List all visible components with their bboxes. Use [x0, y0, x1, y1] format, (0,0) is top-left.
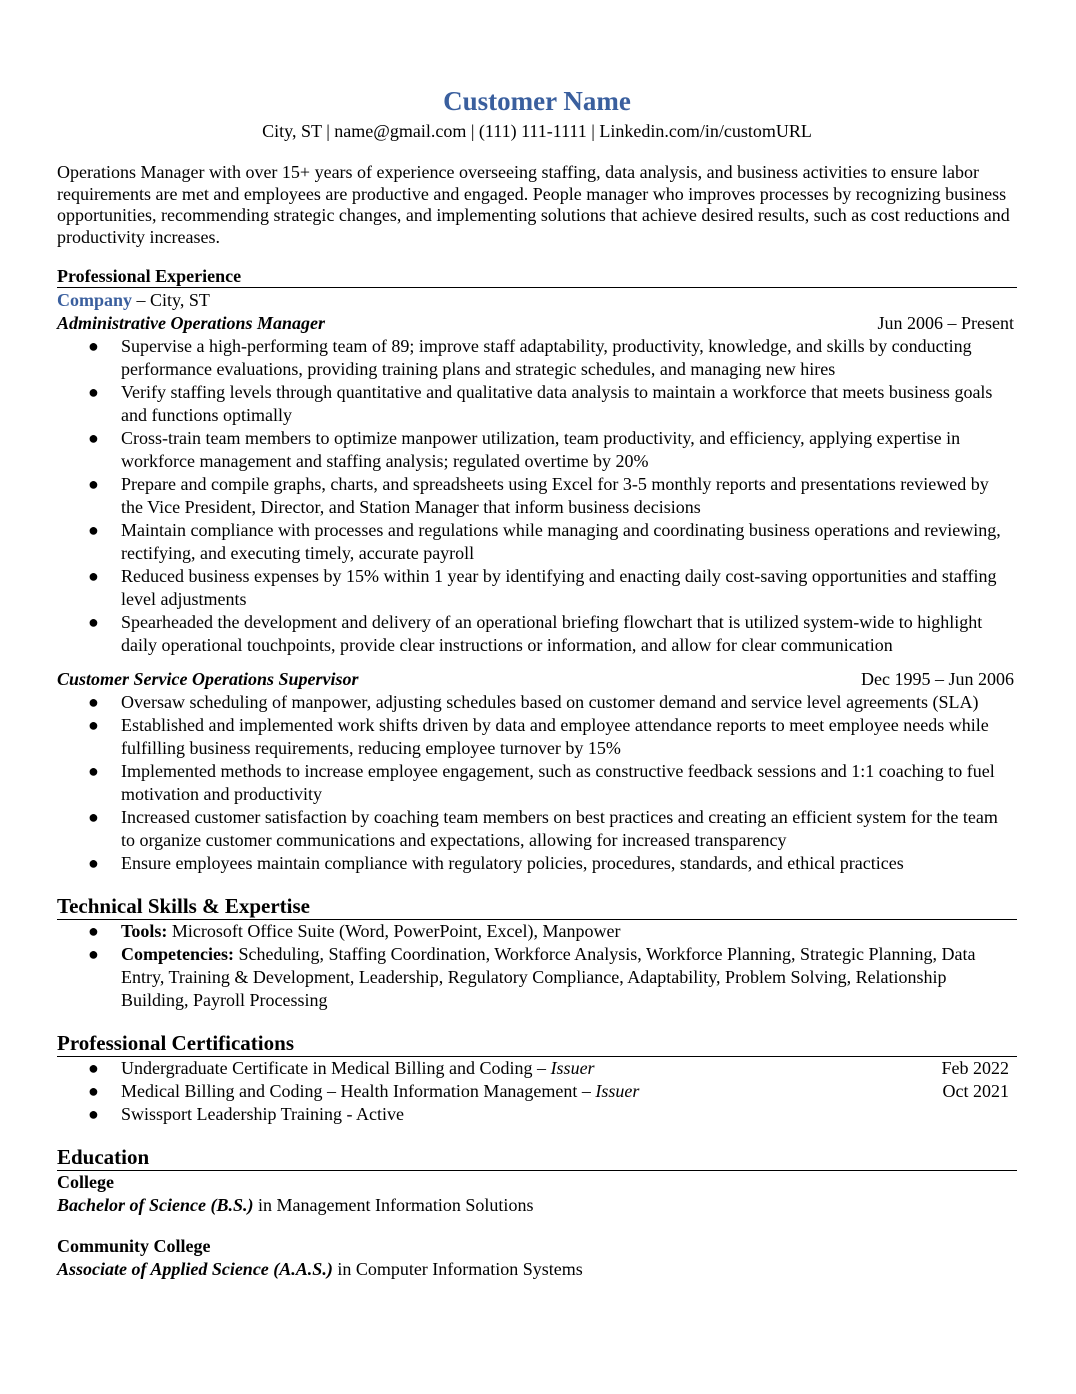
bullet-icon: ● — [88, 336, 99, 356]
list-item — [57, 714, 1017, 760]
skills-list — [57, 920, 1017, 1012]
bullet-icon: ● — [88, 612, 99, 632]
list-item — [57, 519, 1017, 565]
list-item — [57, 760, 1017, 806]
job-bullets — [57, 691, 1017, 875]
cert-name: Medical Billing and Coding – Health Information Management – — [121, 1081, 596, 1101]
skill-label: Competencies: — [121, 944, 234, 964]
list-item — [57, 565, 1017, 611]
job-block — [57, 668, 1017, 875]
cert-issuer: Issuer — [595, 1081, 640, 1101]
list-item — [57, 1057, 1017, 1080]
skill-text: Scheduling, Staffing Coordination, Workforce Analysis, Workforce Planning, Strategic Planning, Data Entry, Training & Development, Leadership, Regulatory Compliance, Adaptability, Problem Solving, Relationship Building, Payroll Processing — [121, 944, 976, 1010]
bullet-text: Oversaw scheduling of manpower, adjusting schedules based on customer demand and service level agreements (SLA) — [121, 692, 979, 712]
company-line — [57, 288, 1017, 312]
skill-label: Tools: — [121, 921, 168, 941]
bullet-text: Maintain compliance with processes and regulations while managing and coordinating business operations and reviewing, rectifying, and executing timely, accurate payroll — [121, 520, 1001, 563]
bullet-text: Verify staffing levels through quantitative and qualitative data analysis to maintain a workforce that meets business goals and functions optimally — [121, 382, 993, 425]
job-bullets — [57, 335, 1017, 657]
cert-issuer: Issuer — [550, 1058, 595, 1078]
cert-text — [121, 1080, 639, 1103]
bullet-icon: ● — [88, 428, 99, 448]
skills-heading: Technical Skills & Expertise — [57, 893, 1017, 920]
bullet-icon: ● — [88, 520, 99, 540]
school-name: Community College — [57, 1236, 211, 1256]
cert-name: Undergraduate Certificate in Medical Billing and Coding – — [121, 1058, 551, 1078]
company-location: – City, ST — [132, 290, 210, 310]
bullet-text: Increased customer satisfaction by coaching team members on best practices and creating an efficient system for the team to organize customer communications and expectations, allowing for increased transparency — [121, 807, 998, 850]
bullet-icon: ● — [88, 1081, 99, 1101]
bullet-icon: ● — [88, 921, 99, 941]
bullet-icon: ● — [88, 1104, 99, 1124]
bullet-icon: ● — [88, 807, 99, 827]
list-item — [57, 852, 1017, 875]
skill-text: Microsoft Office Suite (Word, PowerPoint, Excel), Manpower — [167, 921, 621, 941]
bullet-text: Implemented methods to increase employee engagement, such as constructive feedback sessions and 1:1 coaching to fuel motivation and productivity — [121, 761, 995, 804]
experience-heading: Professional Experience — [57, 265, 1017, 288]
contact-line: City, ST | name@gmail.com | (111) 111-1111 | Linkedin.com/in/customURL — [262, 121, 812, 141]
list-item — [57, 691, 1017, 714]
bullet-icon: ● — [88, 761, 99, 781]
bullet-icon: ● — [88, 566, 99, 586]
job-header — [57, 312, 1017, 335]
list-item — [57, 920, 1017, 943]
bullet-text: Reduced business expenses by 15% within 1 year by identifying and enacting daily cost-saving opportunities and staffing level adjustments — [121, 566, 997, 609]
job-title: Administrative Operations Manager — [57, 313, 326, 333]
list-item — [57, 1103, 1017, 1126]
list-item — [57, 381, 1017, 427]
cert-row — [121, 1057, 1013, 1080]
bullet-icon: ● — [88, 944, 99, 964]
list-item — [57, 611, 1017, 657]
list-item — [57, 427, 1017, 473]
job-title: Customer Service Operations Supervisor — [57, 669, 359, 689]
list-item — [57, 473, 1017, 519]
cert-row — [121, 1103, 1013, 1126]
resume-page — [57, 84, 1017, 1281]
bullet-text: Cross-train team members to optimize manpower utilization, team productivity, and efficiency, applying expertise in workforce management and staffing analysis; regulated overtime by 20% — [121, 428, 961, 471]
bullet-icon: ● — [88, 1058, 99, 1078]
job-dates: Jun 2006 – Present — [877, 313, 1014, 333]
job-block — [57, 312, 1017, 657]
list-item — [57, 806, 1017, 852]
job-header — [57, 668, 1017, 691]
cert-date: Feb 2022 — [941, 1058, 1009, 1078]
degree-field: in Computer Information Systems — [332, 1259, 583, 1279]
cert-name: Swissport Leadership Training - Active — [121, 1104, 404, 1124]
bullet-text: Established and implemented work shifts driven by data and employee attendance reports to meet employee needs while fulfilling business requirements, reducing employee turnover by 15% — [121, 715, 989, 758]
degree-line — [57, 1258, 1017, 1281]
cert-row — [121, 1080, 1013, 1103]
bullet-text: Ensure employees maintain compliance with regulatory policies, procedures, standards, and ethical practices — [121, 853, 904, 873]
list-item — [57, 335, 1017, 381]
bullet-icon: ● — [88, 853, 99, 873]
certifications-list — [57, 1057, 1017, 1126]
candidate-name: Customer Name — [443, 86, 631, 116]
bullet-icon: ● — [88, 382, 99, 402]
degree-name: Bachelor of Science (B.S.) — [57, 1195, 254, 1215]
list-item — [57, 1080, 1017, 1103]
cert-date: Oct 2021 — [942, 1081, 1009, 1101]
education-entry — [57, 1235, 1017, 1281]
bullet-text: Prepare and compile graphs, charts, and spreadsheets using Excel for 3-5 monthly reports and presentations reviewed by the Vice President, Director, and Station Manager that inform business decisions — [121, 474, 989, 517]
school-name: College — [57, 1172, 114, 1192]
bullet-text: Spearheaded the development and delivery of an operational briefing flowchart that is utilized system-wide to highlight daily operational touchpoints, provide clear instructions or information, and allow for clear communication — [121, 612, 983, 655]
degree-field: in Management Information Solutions — [253, 1195, 534, 1215]
list-item — [57, 943, 1017, 1012]
bullet-icon: ● — [88, 474, 99, 494]
bullet-icon: ● — [88, 715, 99, 735]
bullet-text: Supervise a high-performing team of 89; improve staff adaptability, productivity, knowledge, and skills by conducting performance evaluations, providing training plans and strategic schedules, and managing new hires — [121, 336, 972, 379]
job-dates: Dec 1995 – Jun 2006 — [861, 669, 1014, 689]
bullet-icon: ● — [88, 692, 99, 712]
degree-line — [57, 1194, 1017, 1217]
education-heading: Education — [57, 1144, 1017, 1171]
degree-name: Associate of Applied Science (A.A.S.) — [57, 1259, 333, 1279]
certifications-heading: Professional Certifications — [57, 1030, 1017, 1057]
education-entry — [57, 1171, 1017, 1217]
company-name: Company — [57, 290, 133, 310]
cert-text — [121, 1057, 595, 1080]
summary-paragraph: Operations Manager with over 15+ years of experience overseeing staffing, data analysis, and business activities to ensure labor requirements are met and employees are productive and engaged. People manager who improves processes by recognizing business opportunities, recommending strategic changes, and implementing solutions that achieve desired results, such as cost reductions and productivity increases. — [57, 162, 1010, 247]
